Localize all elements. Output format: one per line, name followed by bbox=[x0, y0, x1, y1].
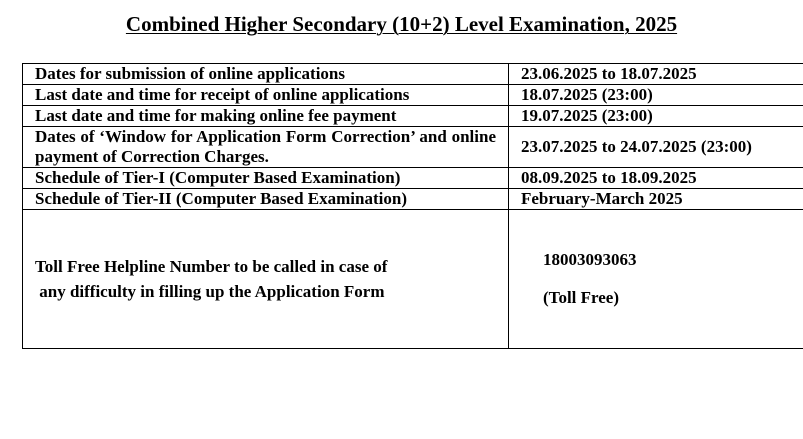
row-value-correction-window: 23.07.2025 to 24.07.2025 (23:00) bbox=[509, 127, 803, 168]
row-label-tier-2: Schedule of Tier-II (Computer Based Examination) bbox=[23, 189, 509, 210]
table-row bbox=[23, 85, 803, 106]
row-label-last-date-receipt: Last date and time for receipt of online applications bbox=[23, 85, 509, 106]
page-title bbox=[0, 11, 803, 37]
table-row bbox=[23, 106, 803, 127]
row-label-tier-1: Schedule of Tier-I (Computer Based Examination) bbox=[23, 168, 509, 189]
helpline-number: 18003093063 bbox=[543, 250, 637, 269]
helpline-note: (Toll Free) bbox=[543, 288, 620, 307]
page-title-text: Combined Higher Secondary (10+2) Level Examination, 2025 bbox=[125, 12, 678, 36]
row-label-online-applications: Dates for submission of online applications bbox=[23, 64, 509, 85]
row-value-fee-payment: 19.07.2025 (23:00) bbox=[509, 106, 803, 127]
row-value-last-date-receipt: 18.07.2025 (23:00) bbox=[509, 85, 803, 106]
table-row bbox=[23, 127, 803, 168]
table-row-helpline bbox=[23, 210, 803, 349]
schedule-table bbox=[22, 63, 803, 349]
helpline-label-line2: any difficulty in filling up the Application Form bbox=[35, 282, 385, 301]
helpline-label-line1: Toll Free Helpline Number to be called in case of bbox=[35, 257, 388, 276]
helpline-value bbox=[509, 210, 803, 349]
row-label-correction-window: Dates of ‘Window for Application Form Correction’ and online payment of Correction Charges. bbox=[23, 127, 509, 168]
table-row bbox=[23, 168, 803, 189]
row-value-online-applications: 23.06.2025 to 18.07.2025 bbox=[509, 64, 803, 85]
table-row bbox=[23, 189, 803, 210]
row-value-tier-2: February-March 2025 bbox=[509, 189, 803, 210]
row-value-tier-1: 08.09.2025 to 18.09.2025 bbox=[509, 168, 803, 189]
row-label-fee-payment: Last date and time for making online fee payment bbox=[23, 106, 509, 127]
helpline-label bbox=[23, 210, 509, 349]
table-row bbox=[23, 64, 803, 85]
